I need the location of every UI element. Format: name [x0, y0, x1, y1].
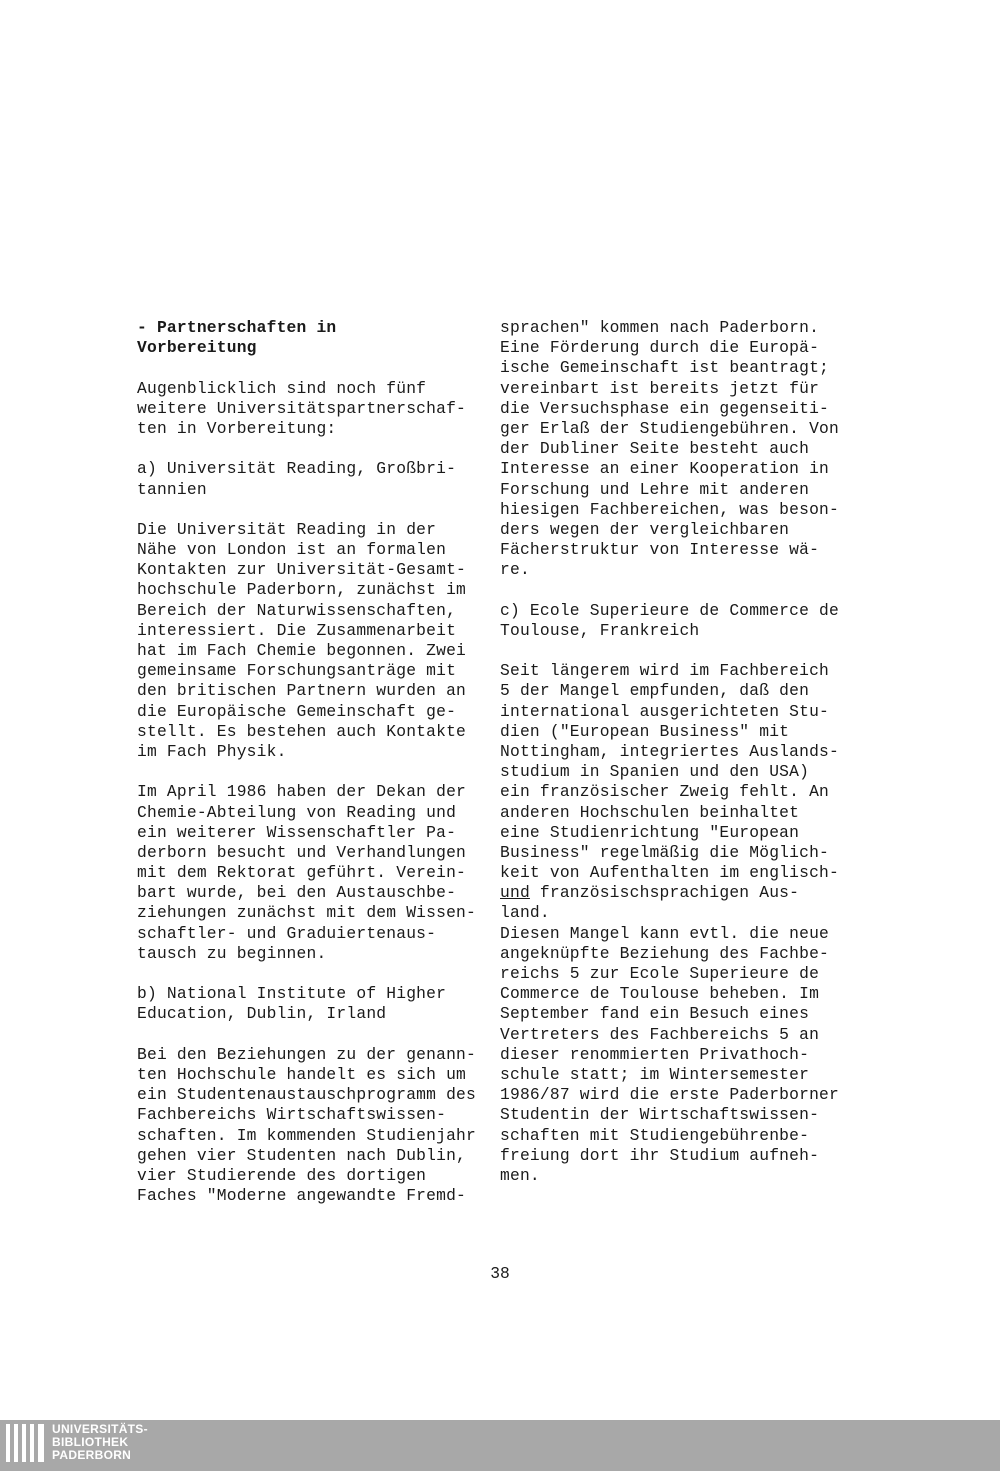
text-line: reichs 5 zur Ecole Superieure de	[500, 964, 820, 983]
logo-line: BIBLIOTHEK	[52, 1435, 129, 1449]
text-line: gemeinsame Forschungsanträge mit	[137, 661, 457, 681]
text-line: freiung dort ihr Studium aufneh-	[500, 1145, 820, 1165]
text-line: Seit längerem wird im Fachbereich	[500, 661, 830, 681]
text-line: hochschule Paderborn, zunächst im	[137, 580, 467, 600]
text-line: 5 der Mangel empfunden, daß den	[500, 681, 810, 701]
subheading-toulouse	[500, 601, 860, 641]
text-line: ein französischer Zweig fehlt. An	[500, 782, 830, 802]
library-logo-text	[52, 1423, 148, 1462]
paragraph-dublin-continued	[500, 318, 860, 580]
paragraph-reading	[137, 520, 492, 762]
text-line: sprachen" kommen nach Paderborn.	[500, 318, 820, 337]
logo-line: UNIVERSITÄTS-	[52, 1422, 148, 1436]
library-logo-icon	[6, 1424, 46, 1464]
text-line: ziehungen zunächst mit dem Wissen-	[137, 903, 476, 923]
text-line-underlined	[500, 883, 860, 903]
text-line: Fächerstruktur von Interesse wä-	[500, 540, 820, 560]
text-line: stellt. Es bestehen auch Kontakte	[137, 721, 467, 741]
right-column	[500, 318, 860, 1186]
text-line: land.	[500, 903, 550, 923]
text-line: schule statt; im Wintersemester	[500, 1064, 810, 1084]
text-line: bart wurde, bei den Austauschbe-	[137, 883, 457, 903]
subheading-dublin	[137, 984, 492, 1024]
text-line: b) National Institute of Higher	[137, 984, 447, 1004]
text-line: schaften. Im kommenden Studienjahr	[137, 1125, 476, 1145]
text-line: Studentin der Wirtschaftswissen-	[500, 1105, 820, 1125]
text-line: Nähe von London ist an formalen	[137, 540, 447, 560]
subheading-reading	[137, 459, 492, 499]
text-line: 1986/87 wird die erste Paderborner	[500, 1085, 839, 1105]
text-line: Die Universität Reading in der	[137, 519, 437, 539]
text-line: schaften mit Studiengebührenbe-	[500, 1125, 810, 1145]
text-line: dien ("European Business" mit	[500, 721, 790, 741]
text-line: tausch zu beginnen.	[137, 943, 327, 963]
text-line: tannien	[137, 479, 207, 499]
text-line: Education, Dublin, Irland	[137, 1004, 387, 1024]
text-line: re.	[500, 560, 530, 580]
text-fragment: französischsprachigen Aus-	[529, 883, 800, 903]
text-line: die Europäische Gemeinschaft ge-	[137, 701, 457, 721]
left-column	[137, 318, 492, 1206]
heading-line: - Partnerschaften in	[137, 318, 337, 337]
text-line: Im April 1986 haben der Dekan der	[137, 782, 467, 802]
text-line: Chemie-Abteilung von Reading und	[137, 802, 457, 822]
text-line: Forschung und Lehre mit anderen	[500, 479, 810, 499]
text-line: eine Studienrichtung "European	[500, 822, 800, 842]
text-line: schaftler- und Graduiertenaus-	[137, 923, 437, 943]
text-line: mit dem Rektorat geführt. Verein-	[137, 863, 467, 883]
text-line: studium in Spanien und den USA)	[500, 762, 810, 782]
paragraph-toulouse	[500, 661, 860, 923]
text-line: hiesigen Fachbereichen, was beson-	[500, 499, 839, 519]
text-line: Vertreters des Fachbereichs 5 an	[500, 1024, 820, 1044]
underlined-word: und	[500, 883, 530, 903]
text-line: ten in Vorbereitung:	[137, 418, 337, 438]
text-line: Toulouse, Frankreich	[500, 620, 700, 640]
text-line: Kontakten zur Universität-Gesamt-	[137, 560, 467, 580]
section-heading	[137, 318, 492, 358]
text-line: Nottingham, integriertes Auslands-	[500, 741, 839, 761]
text-line: interessiert. Die Zusammenarbeit	[137, 620, 457, 640]
library-footer-bar	[0, 1420, 1000, 1471]
text-line: angeknüpfte Beziehung des Fachbe-	[500, 943, 830, 963]
paragraph-dublin	[137, 1045, 492, 1207]
text-line: im Fach Physik.	[137, 741, 287, 761]
text-line: vereinbart ist bereits jetzt für	[500, 378, 820, 398]
text-line: ten Hochschule handelt es sich um	[137, 1064, 467, 1084]
text-line: Augenblicklich sind noch fünf	[137, 378, 427, 398]
text-line: keit von Aufenthalten im englisch-	[500, 863, 839, 883]
text-line: weitere Universitätspartnerschaf-	[137, 398, 467, 418]
text-line: a) Universität Reading, Großbri-	[137, 459, 457, 479]
logo-line: PADERBORN	[52, 1448, 132, 1462]
text-line: Business" regelmäßig die Möglich-	[500, 842, 830, 862]
text-line: Diesen Mangel kann evtl. die neue	[500, 923, 830, 943]
page-number: 38	[490, 1264, 510, 1283]
text-line: Eine Förderung durch die Europä-	[500, 338, 820, 358]
intro-paragraph	[137, 379, 492, 440]
text-line: Bereich der Naturwissenschaften,	[137, 600, 457, 620]
text-line: Bei den Beziehungen zu der genann-	[137, 1044, 476, 1064]
text-line: September fand ein Besuch eines	[500, 1004, 810, 1024]
text-line: anderen Hochschulen beinhaltet	[500, 802, 800, 822]
paragraph-april	[137, 782, 492, 964]
text-line: international ausgerichteten Stu-	[500, 701, 830, 721]
text-line: den britischen Partnern wurden an	[137, 681, 467, 701]
text-line: ders wegen der vergleichbaren	[500, 519, 790, 539]
paragraph-mangel	[500, 924, 860, 1186]
text-line: ische Gemeinschaft ist beantragt;	[500, 358, 830, 378]
text-line: ger Erlaß der Studiengebühren. Von	[500, 418, 839, 438]
text-line: gehen vier Studenten nach Dublin,	[137, 1145, 467, 1165]
text-line: der Dubliner Seite besteht auch	[500, 439, 810, 459]
text-line: Faches "Moderne angewandte Fremd-	[137, 1186, 467, 1206]
text-line: derborn besucht und Verhandlungen	[137, 842, 467, 862]
text-line: ein weiterer Wissenschaftler Pa-	[137, 822, 457, 842]
text-line: men.	[500, 1165, 540, 1185]
text-line: Interesse an einer Kooperation in	[500, 459, 830, 479]
text-line: die Versuchsphase ein gegenseiti-	[500, 398, 830, 418]
text-line: Fachbereichs Wirtschaftswissen-	[137, 1105, 447, 1125]
text-line: Commerce de Toulouse beheben. Im	[500, 984, 820, 1004]
text-line: vier Studierende des dortigen	[137, 1165, 427, 1185]
text-line: ein Studentenaustauschprogramm des	[137, 1085, 476, 1105]
text-line: c) Ecole Superieure de Commerce de	[500, 600, 839, 620]
heading-line: Vorbereitung	[137, 338, 257, 358]
text-line: hat im Fach Chemie begonnen. Zwei	[137, 641, 467, 660]
text-line: dieser renommierten Privathoch-	[500, 1044, 810, 1064]
